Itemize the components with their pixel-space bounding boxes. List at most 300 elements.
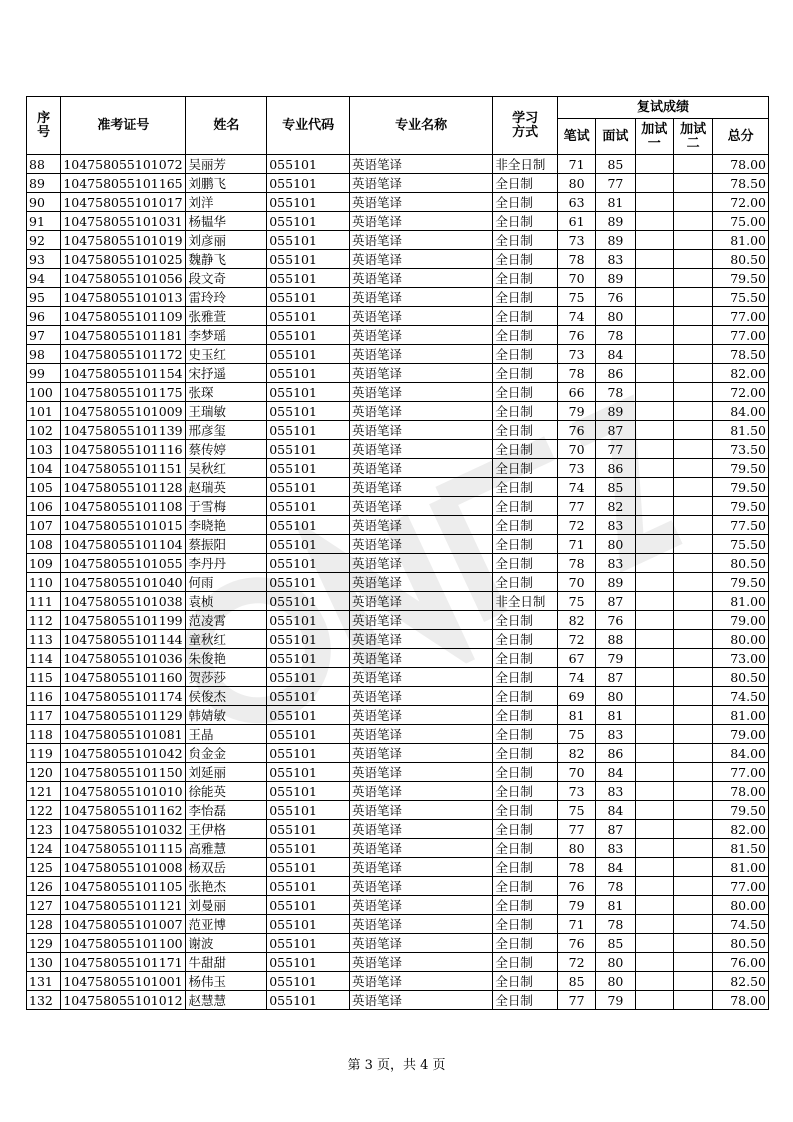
cell-exam-id: 104758055101008 [61,858,186,877]
table-row [27,649,769,668]
cell-major-code: 055101 [267,573,350,592]
cell-major-code: 055101 [267,212,350,231]
cell-written: 70 [557,269,595,288]
cell-written: 66 [557,383,595,402]
cell-total: 77.00 [713,877,769,896]
cell-total: 80.50 [713,250,769,269]
cell-exam-id: 104758055101174 [61,687,186,706]
cell-seq: 123 [27,820,61,839]
cell-extra-1 [635,478,673,497]
cell-name: 蔡传婷 [186,440,267,459]
cell-study-mode: 全日制 [493,877,558,896]
cell-major-code: 055101 [267,174,350,193]
cell-written: 70 [557,763,595,782]
cell-extra-1 [635,364,673,383]
cell-seq: 111 [27,592,61,611]
cell-extra-2 [673,231,712,250]
cell-study-mode: 全日制 [493,706,558,725]
cell-extra-1 [635,763,673,782]
cell-major-name: 英语笔译 [349,288,492,307]
cell-interview: 81 [596,896,635,915]
cell-exam-id: 104758055101031 [61,212,186,231]
table-row [27,801,769,820]
table-row [27,364,769,383]
cell-extra-2 [673,573,712,592]
cell-interview: 77 [596,440,635,459]
cell-seq: 121 [27,782,61,801]
table-body [27,155,769,1010]
cell-interview: 86 [596,364,635,383]
cell-exam-id: 104758055101129 [61,706,186,725]
cell-exam-id: 104758055101100 [61,934,186,953]
cell-major-code: 055101 [267,649,350,668]
cell-exam-id: 104758055101036 [61,649,186,668]
cell-major-code: 055101 [267,877,350,896]
table-row [27,934,769,953]
cell-total: 81.00 [713,592,769,611]
cell-extra-2 [673,250,712,269]
cell-written: 82 [557,744,595,763]
cell-major-name: 英语笔译 [349,326,492,345]
cell-extra-2 [673,193,712,212]
cell-written: 75 [557,592,595,611]
table-row [27,497,769,516]
cell-exam-id: 104758055101144 [61,630,186,649]
cell-extra-1 [635,212,673,231]
table-row [27,307,769,326]
cell-exam-id: 104758055101105 [61,877,186,896]
cell-name: 蔡振阳 [186,535,267,554]
cell-name: 谢波 [186,934,267,953]
cell-written: 74 [557,668,595,687]
cell-seq: 107 [27,516,61,535]
cell-exam-id: 104758055101019 [61,231,186,250]
table-row [27,174,769,193]
cell-extra-2 [673,592,712,611]
cell-extra-1 [635,839,673,858]
cell-extra-2 [673,630,712,649]
table-row [27,288,769,307]
cell-major-name: 英语笔译 [349,516,492,535]
cell-extra-1 [635,858,673,877]
cell-major-name: 英语笔译 [349,820,492,839]
cell-extra-2 [673,782,712,801]
cell-written: 76 [557,877,595,896]
cell-major-name: 英语笔译 [349,535,492,554]
cell-interview: 87 [596,668,635,687]
cell-seq: 128 [27,915,61,934]
cell-major-code: 055101 [267,972,350,991]
cell-seq: 96 [27,307,61,326]
cell-total: 72.00 [713,383,769,402]
table-row [27,193,769,212]
table-row [27,630,769,649]
cell-seq: 126 [27,877,61,896]
cell-exam-id: 104758055101042 [61,744,186,763]
cell-study-mode: 全日制 [493,307,558,326]
cell-study-mode: 全日制 [493,364,558,383]
cell-exam-id: 104758055101150 [61,763,186,782]
table-row [27,440,769,459]
cell-extra-2 [673,953,712,972]
cell-major-name: 英语笔译 [349,155,492,174]
cell-interview: 83 [596,839,635,858]
cell-major-name: 英语笔译 [349,934,492,953]
cell-major-name: 英语笔译 [349,459,492,478]
cell-major-name: 英语笔译 [349,801,492,820]
cell-major-name: 英语笔译 [349,554,492,573]
table-row [27,972,769,991]
cell-extra-1 [635,915,673,934]
cell-major-name: 英语笔译 [349,839,492,858]
cell-total: 80.00 [713,896,769,915]
cell-major-name: 英语笔译 [349,915,492,934]
cell-extra-1 [635,440,673,459]
cell-major-name: 英语笔译 [349,953,492,972]
cell-major-code: 055101 [267,630,350,649]
cell-major-code: 055101 [267,801,350,820]
cell-study-mode: 全日制 [493,573,558,592]
cell-interview: 77 [596,174,635,193]
table-row [27,592,769,611]
cell-extra-1 [635,668,673,687]
cell-interview: 76 [596,288,635,307]
cell-major-code: 055101 [267,497,350,516]
page-footer: 第 3 页，共 4 页 [347,1058,446,1073]
cell-exam-id: 104758055101151 [61,459,186,478]
cell-interview: 88 [596,630,635,649]
cell-study-mode: 全日制 [493,193,558,212]
cell-total: 74.50 [713,687,769,706]
cell-interview: 80 [596,972,635,991]
cell-seq: 117 [27,706,61,725]
cell-interview: 83 [596,554,635,573]
cell-written: 72 [557,630,595,649]
cell-written: 77 [557,820,595,839]
cell-seq: 112 [27,611,61,630]
cell-major-name: 英语笔译 [349,991,492,1010]
cell-exam-id: 104758055101081 [61,725,186,744]
cell-written: 81 [557,706,595,725]
table-row [27,782,769,801]
cell-major-name: 英语笔译 [349,573,492,592]
cell-written: 73 [557,231,595,250]
cell-interview: 76 [596,611,635,630]
cell-total: 75.50 [713,288,769,307]
cell-name: 刘鹏飞 [186,174,267,193]
cell-study-mode: 全日制 [493,687,558,706]
cell-extra-2 [673,611,712,630]
cell-study-mode: 全日制 [493,212,558,231]
cell-extra-2 [673,345,712,364]
cell-major-code: 055101 [267,193,350,212]
cell-seq: 131 [27,972,61,991]
cell-major-name: 英语笔译 [349,421,492,440]
cell-seq: 98 [27,345,61,364]
cell-study-mode: 全日制 [493,269,558,288]
cell-major-code: 055101 [267,668,350,687]
table-row [27,573,769,592]
cell-extra-2 [673,877,712,896]
cell-interview: 83 [596,250,635,269]
cell-written: 77 [557,991,595,1010]
cell-extra-1 [635,421,673,440]
header-total: 总分 [713,119,769,155]
cell-extra-1 [635,934,673,953]
cell-major-code: 055101 [267,535,350,554]
cell-name: 贺莎莎 [186,668,267,687]
header-retest-scores: 复试成绩 [557,97,768,119]
cell-written: 72 [557,953,595,972]
cell-written: 71 [557,155,595,174]
cell-extra-1 [635,155,673,174]
cell-written: 80 [557,174,595,193]
cell-written: 79 [557,896,595,915]
cell-major-name: 英语笔译 [349,402,492,421]
cell-name: 高雅慧 [186,839,267,858]
cell-seq: 119 [27,744,61,763]
cell-extra-2 [673,763,712,782]
cell-written: 78 [557,858,595,877]
cell-study-mode: 全日制 [493,782,558,801]
table-row [27,877,769,896]
table-row [27,516,769,535]
cell-name: 吴秋红 [186,459,267,478]
cell-extra-2 [673,212,712,231]
cell-exam-id: 104758055101116 [61,440,186,459]
cell-name: 朱俊艳 [186,649,267,668]
cell-seq: 129 [27,934,61,953]
cell-exam-id: 104758055101160 [61,668,186,687]
cell-major-code: 055101 [267,839,350,858]
cell-seq: 124 [27,839,61,858]
cell-total: 79.50 [713,497,769,516]
table-row [27,820,769,839]
cell-extra-2 [673,687,712,706]
cell-seq: 115 [27,668,61,687]
cell-major-name: 英语笔译 [349,782,492,801]
table-row [27,421,769,440]
cell-written: 85 [557,972,595,991]
cell-study-mode: 全日制 [493,801,558,820]
cell-major-code: 055101 [267,934,350,953]
cell-written: 71 [557,915,595,934]
cell-interview: 89 [596,231,635,250]
cell-name: 何雨 [186,573,267,592]
cell-study-mode: 全日制 [493,421,558,440]
header-interview: 面试 [596,119,635,155]
cell-major-name: 英语笔译 [349,706,492,725]
cell-major-name: 英语笔译 [349,345,492,364]
cell-major-code: 055101 [267,554,350,573]
cell-exam-id: 104758055101154 [61,364,186,383]
cell-major-code: 055101 [267,383,350,402]
cell-written: 79 [557,402,595,421]
cell-extra-2 [673,535,712,554]
cell-major-name: 英语笔译 [349,307,492,326]
cell-extra-1 [635,345,673,364]
cell-extra-1 [635,554,673,573]
cell-name: 韩婧敏 [186,706,267,725]
cell-major-name: 英语笔译 [349,440,492,459]
cell-total: 84.00 [713,402,769,421]
table-row [27,915,769,934]
cell-major-name: 英语笔译 [349,725,492,744]
table-row [27,744,769,763]
cell-written: 70 [557,573,595,592]
cell-study-mode: 全日制 [493,478,558,497]
cell-written: 74 [557,307,595,326]
cell-seq: 104 [27,459,61,478]
cell-written: 72 [557,516,595,535]
cell-name: 刘彦丽 [186,231,267,250]
cell-name: 张琛 [186,383,267,402]
cell-exam-id: 104758055101009 [61,402,186,421]
cell-total: 79.00 [713,725,769,744]
table-row [27,725,769,744]
cell-seq: 103 [27,440,61,459]
cell-study-mode: 全日制 [493,649,558,668]
cell-extra-2 [673,820,712,839]
cell-extra-2 [673,668,712,687]
cell-exam-id: 104758055101199 [61,611,186,630]
table-row [27,326,769,345]
cell-exam-id: 104758055101171 [61,953,186,972]
cell-interview: 84 [596,345,635,364]
cell-exam-id: 104758055101139 [61,421,186,440]
table-row [27,231,769,250]
cell-study-mode: 全日制 [493,668,558,687]
cell-interview: 89 [596,212,635,231]
cell-exam-id: 104758055101162 [61,801,186,820]
cell-major-code: 055101 [267,288,350,307]
cell-interview: 78 [596,383,635,402]
cell-extra-2 [673,649,712,668]
cell-study-mode: 全日制 [493,839,558,858]
cell-interview: 82 [596,497,635,516]
cell-extra-2 [673,706,712,725]
cell-seq: 106 [27,497,61,516]
cell-exam-id: 104758055101115 [61,839,186,858]
cell-seq: 91 [27,212,61,231]
cell-seq: 90 [27,193,61,212]
cell-interview: 84 [596,858,635,877]
cell-name: 李梦瑶 [186,326,267,345]
table-row [27,383,769,402]
cell-total: 77.50 [713,516,769,535]
cell-major-code: 055101 [267,858,350,877]
cell-major-code: 055101 [267,896,350,915]
cell-name: 杨双岳 [186,858,267,877]
cell-total: 77.00 [713,326,769,345]
cell-major-code: 055101 [267,516,350,535]
cell-study-mode: 全日制 [493,326,558,345]
cell-major-name: 英语笔译 [349,877,492,896]
cell-extra-2 [673,402,712,421]
cell-major-code: 055101 [267,744,350,763]
cell-study-mode: 全日制 [493,744,558,763]
cell-seq: 109 [27,554,61,573]
cell-interview: 83 [596,516,635,535]
cell-interview: 89 [596,573,635,592]
table-row [27,459,769,478]
cell-name: 刘延丽 [186,763,267,782]
cell-written: 75 [557,725,595,744]
cell-study-mode: 全日制 [493,345,558,364]
cell-study-mode: 全日制 [493,440,558,459]
cell-name: 李丹丹 [186,554,267,573]
cell-extra-1 [635,649,673,668]
header-exam-id: 准考证号 [61,97,186,155]
cell-extra-1 [635,535,673,554]
header-extra-2: 加试 二 [673,119,712,155]
cell-interview: 83 [596,725,635,744]
cell-extra-1 [635,288,673,307]
cell-exam-id: 104758055101109 [61,307,186,326]
cell-extra-2 [673,554,712,573]
cell-seq: 122 [27,801,61,820]
cell-total: 80.50 [713,554,769,573]
cell-interview: 81 [596,193,635,212]
cell-name: 杨韫华 [186,212,267,231]
cell-total: 78.00 [713,782,769,801]
cell-total: 81.00 [713,706,769,725]
table-row [27,763,769,782]
cell-seq: 127 [27,896,61,915]
cell-interview: 80 [596,307,635,326]
cell-study-mode: 非全日制 [493,592,558,611]
cell-major-code: 055101 [267,250,350,269]
cell-extra-1 [635,630,673,649]
table-row [27,535,769,554]
cell-major-name: 英语笔译 [349,478,492,497]
cell-major-code: 055101 [267,155,350,174]
cell-seq: 118 [27,725,61,744]
cell-study-mode: 全日制 [493,630,558,649]
cell-exam-id: 104758055101055 [61,554,186,573]
cell-major-name: 英语笔译 [349,212,492,231]
cell-extra-1 [635,782,673,801]
cell-seq: 89 [27,174,61,193]
cell-seq: 102 [27,421,61,440]
cell-interview: 86 [596,459,635,478]
table-row [27,668,769,687]
cell-exam-id: 104758055101013 [61,288,186,307]
cell-major-name: 英语笔译 [349,231,492,250]
table-row [27,212,769,231]
cell-interview: 85 [596,934,635,953]
cell-extra-2 [673,478,712,497]
cell-extra-1 [635,706,673,725]
cell-major-code: 055101 [267,402,350,421]
cell-total: 75.00 [713,212,769,231]
cell-extra-1 [635,592,673,611]
cell-major-code: 055101 [267,364,350,383]
table-row [27,554,769,573]
cell-total: 73.00 [713,649,769,668]
cell-major-name: 英语笔译 [349,630,492,649]
cell-written: 76 [557,934,595,953]
cell-total: 84.00 [713,744,769,763]
cell-extra-2 [673,744,712,763]
cell-extra-1 [635,459,673,478]
cell-major-code: 055101 [267,915,350,934]
cell-major-name: 英语笔译 [349,744,492,763]
cell-total: 73.50 [713,440,769,459]
cell-study-mode: 全日制 [493,250,558,269]
cell-interview: 78 [596,915,635,934]
cell-study-mode: 全日制 [493,288,558,307]
